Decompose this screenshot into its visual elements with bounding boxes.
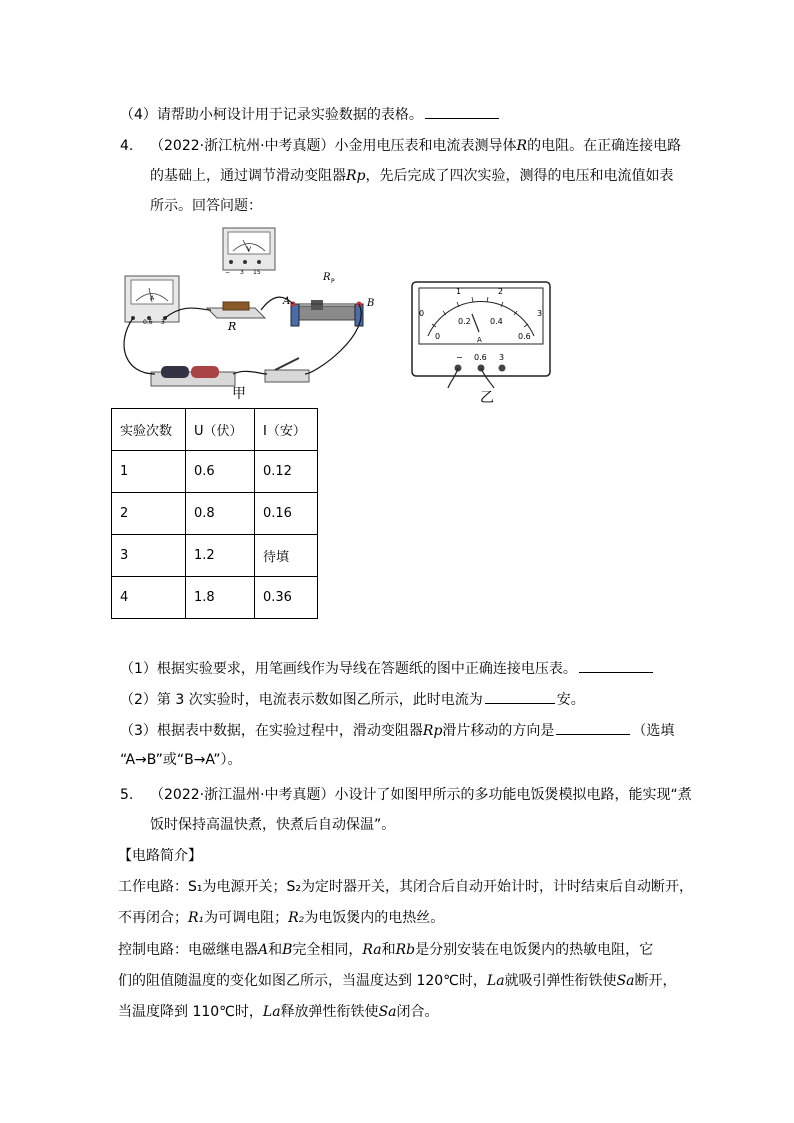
table-cell: 0.8 bbox=[186, 493, 255, 535]
section-title: 【电路简介】 bbox=[118, 848, 202, 864]
table-cell: 0.16 bbox=[255, 493, 318, 535]
data-table bbox=[111, 408, 318, 619]
switch bbox=[265, 358, 309, 382]
svg-text:0.6: 0.6 bbox=[143, 319, 153, 326]
work-circuit-line2: 不再闭合；R₁为可调电阻；R₂为电饭煲内的电热丝。 bbox=[118, 910, 445, 926]
control-circuit-line2: 们的阻值随温度的变化如图乙所示，当温度达到 120℃时，La就吸引弹性衔铁使Sa断开， bbox=[118, 973, 677, 989]
question-2: （2）第 3 次实验时，电流表示数如图乙所示，此时电流为 安。 bbox=[120, 689, 585, 710]
svg-text:1: 1 bbox=[456, 287, 462, 296]
question-3-line2: “A→B”或“B→A”）。 bbox=[120, 752, 242, 768]
answer-blank[interactable] bbox=[485, 689, 555, 704]
svg-text:R: R bbox=[228, 320, 237, 333]
figure-yi-caption: 乙 bbox=[480, 390, 494, 406]
table-cell: 0.36 bbox=[255, 577, 318, 619]
table-row bbox=[112, 535, 318, 577]
problem5-line1: （2022·浙江温州·中考真题）小设计了如图甲所示的多功能电饭煲模拟电路，能实现“煮 bbox=[150, 787, 692, 803]
table-header-row bbox=[112, 409, 318, 451]
svg-text:−: − bbox=[225, 269, 231, 276]
problem5-line2: 饭时保持高温快煮，快煮后自动保温”。 bbox=[150, 817, 396, 833]
ammeter-dial-yi bbox=[410, 280, 554, 380]
svg-text:A: A bbox=[149, 295, 155, 302]
answer-blank[interactable] bbox=[556, 720, 630, 735]
svg-text:R: R bbox=[323, 272, 331, 283]
table-cell: 0.6 bbox=[186, 451, 255, 493]
figure-jia-caption: 甲 bbox=[232, 386, 246, 402]
problem4-line2: 的基础上，通过调节滑动变阻器Rp，先后完成了四次实验，测得的电压和电流值如表 bbox=[150, 168, 674, 184]
question-1: （1）根据实验要求，用笔画线作为导线在答题纸的图中正确连接电压表。 bbox=[120, 658, 655, 679]
svg-text:2: 2 bbox=[498, 287, 504, 296]
table-cell: 0.12 bbox=[255, 451, 318, 493]
svg-text:3: 3 bbox=[161, 319, 165, 326]
answer-blank[interactable] bbox=[425, 104, 499, 119]
problem4-line3: 所示。回答问题： bbox=[150, 198, 262, 214]
svg-text:0.6: 0.6 bbox=[518, 332, 531, 341]
table-cell: 4 bbox=[112, 577, 186, 619]
svg-text:0.2: 0.2 bbox=[458, 317, 471, 326]
svg-text:A: A bbox=[477, 336, 482, 344]
svg-text:3: 3 bbox=[537, 309, 543, 318]
svg-text:A: A bbox=[283, 296, 291, 307]
svg-text:3: 3 bbox=[499, 353, 505, 362]
svg-text:−: − bbox=[456, 353, 463, 362]
control-circuit-line3: 当温度降到 110℃时，La释放弹性衔铁使Sa闭合。 bbox=[118, 1004, 439, 1020]
svg-text:0: 0 bbox=[419, 309, 425, 318]
table-header-cell: 实验次数 bbox=[112, 409, 186, 451]
table-row bbox=[112, 451, 318, 493]
answer-blank[interactable] bbox=[579, 658, 653, 673]
table-cell: 1 bbox=[112, 451, 186, 493]
work-circuit-line1: 工作电路：S₁为电源开关；S₂为定时器开关，其闭合后自动开始计时，计时结束后自动断开， bbox=[118, 879, 693, 895]
svg-text:P: P bbox=[331, 278, 335, 285]
dial-leads bbox=[440, 368, 500, 390]
svg-text:−: − bbox=[127, 319, 133, 326]
problem4-line1: （2022·浙江杭州·中考真题）小金用电压表和电流表测导体R的电阻。在正确连接电路 bbox=[150, 138, 682, 154]
svg-text:0.6: 0.6 bbox=[474, 353, 487, 362]
table-cell: 2 bbox=[112, 493, 186, 535]
table-cell: 待填 bbox=[255, 535, 318, 577]
svg-text:B: B bbox=[367, 298, 375, 309]
battery bbox=[151, 366, 235, 386]
previous-part4: （4）请帮助小柯设计用于记录实验数据的表格。 bbox=[120, 104, 501, 125]
table-cell: 3 bbox=[112, 535, 186, 577]
voltmeter bbox=[223, 228, 275, 276]
table-row bbox=[112, 577, 318, 619]
svg-text:V: V bbox=[246, 246, 252, 253]
table-row bbox=[112, 493, 318, 535]
table-header-cell: I（安） bbox=[255, 409, 318, 451]
resistor-r bbox=[207, 302, 265, 333]
circuit-diagram-jia bbox=[115, 224, 385, 404]
table-header-cell: U（伏） bbox=[186, 409, 255, 451]
svg-text:15: 15 bbox=[253, 269, 261, 276]
svg-text:0: 0 bbox=[435, 332, 441, 341]
control-circuit-line1: 控制电路：电磁继电器A和B完全相同，Ra和Rb是分别安装在电饭煲内的热敏电阻，它 bbox=[118, 942, 654, 958]
table-cell: 1.2 bbox=[186, 535, 255, 577]
problem4-number: 4. bbox=[120, 138, 134, 154]
question-3: （3）根据表中数据，在实验过程中，滑动变阻器Rp滑片移动的方向是 （选填 bbox=[120, 720, 674, 741]
svg-text:0.4: 0.4 bbox=[490, 317, 503, 326]
table-cell: 1.8 bbox=[186, 577, 255, 619]
svg-text:3: 3 bbox=[240, 269, 244, 276]
problem5-number: 5. bbox=[120, 787, 134, 803]
